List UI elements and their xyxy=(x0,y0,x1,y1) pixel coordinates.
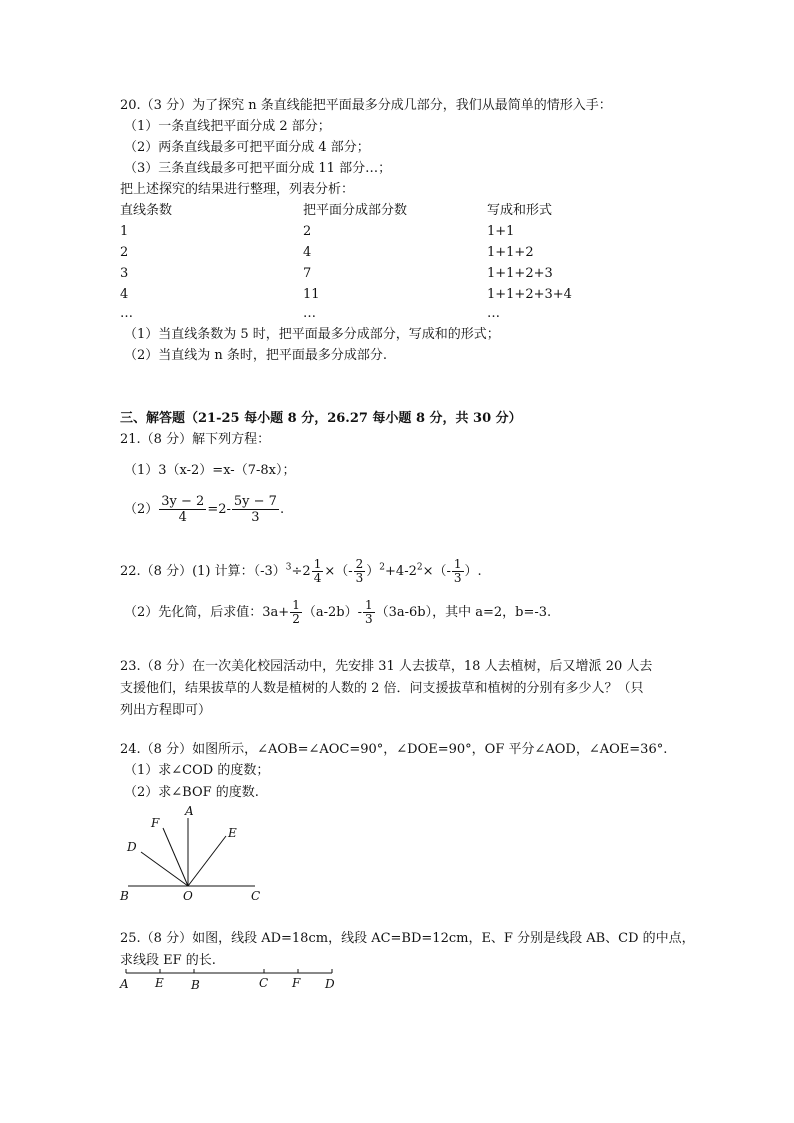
q21-stem: 21.（8 分）解下列方程： xyxy=(120,432,271,447)
section-title: 三、解答题（21-25 每小题 8 分，26.27 每小题 8 分，共 30 分） xyxy=(120,411,522,426)
table-cell: 7 xyxy=(303,266,312,281)
fraction-numerator: 3y − 2 xyxy=(161,494,205,509)
label-D: D xyxy=(127,840,137,854)
label-F: F xyxy=(292,976,301,990)
table-header-sum: 写成和形式 xyxy=(487,203,553,218)
q22-p1-text: ÷2 xyxy=(291,564,311,579)
q22-p2-text: （3a-6b），其中 a=2，b=-3. xyxy=(375,605,552,620)
ray-OE xyxy=(188,836,226,886)
table-cell: 2 xyxy=(120,245,129,260)
label-C: C xyxy=(251,889,261,903)
q22-p2-text: （a-2b）- xyxy=(302,605,362,620)
q22-p2-text: （2）先化简，后求值：3a+ xyxy=(124,605,290,620)
q20-item-3: （3）三条直线最多可把平面分成 11 部分…； xyxy=(124,161,392,176)
label-C: C xyxy=(259,976,269,990)
angle-diagram xyxy=(110,800,280,910)
q20-item-2: （2）两条直线最多可把平面分成 4 部分； xyxy=(124,140,370,155)
table-cell: 3 xyxy=(120,266,129,281)
exponent: 2 xyxy=(379,562,386,573)
fraction-denominator: 3 xyxy=(355,571,364,585)
table-cell: 1+1 xyxy=(487,224,515,239)
q22-part1 xyxy=(120,555,482,589)
fraction-denominator: 3 xyxy=(453,571,462,585)
fraction-denominator: 4 xyxy=(313,571,322,585)
label-O: O xyxy=(183,889,193,903)
q21-fraction-2 xyxy=(232,494,279,525)
q22-part2 xyxy=(124,596,551,630)
q20-stem: 20.（3 分）为了探究 n 条直线能把平面最多分成几部分，我们从最简单的情形入手： xyxy=(120,98,612,113)
fraction-numerator: 5y − 7 xyxy=(233,494,277,509)
q22-p1-text: ）. xyxy=(464,564,482,579)
table-cell: 11 xyxy=(303,287,320,302)
label-D: D xyxy=(325,977,335,991)
q21-eq2-end: . xyxy=(279,502,285,517)
table-cell: … xyxy=(303,306,316,321)
table-cell: 4 xyxy=(120,287,129,302)
label-B: B xyxy=(191,978,200,992)
table-cell: 4 xyxy=(303,245,312,260)
table-cell: 2 xyxy=(303,224,312,239)
q23-line-1: 23.（8 分）在一次美化校园活动中，先安排 31 人去拔草，18 人去植树，后又增派 20 人去 xyxy=(120,659,653,674)
q22-p1-text: ） xyxy=(366,564,380,579)
fraction xyxy=(363,599,375,626)
label-F: F xyxy=(151,816,160,830)
label-B: B xyxy=(120,889,129,903)
fraction-denominator: 2 xyxy=(292,612,300,626)
label-E: E xyxy=(228,826,237,840)
q22-p1-text: ×（- xyxy=(324,564,353,579)
fraction-numerator: 1 xyxy=(313,557,322,571)
table-cell: … xyxy=(120,306,133,321)
q23-line-2: 支援他们，结果拔草的人数是植树的人数的 2 倍．问支援拔草和植树的分别有多少人？（只 xyxy=(120,681,644,696)
fraction-denominator: 3 xyxy=(364,612,373,626)
q22-p1-text: ×（- xyxy=(422,564,451,579)
q20-question-1: （1）当直线条数为 5 时，把平面最多分成部分，写成和的形式； xyxy=(124,327,500,342)
fraction-numerator: 1 xyxy=(292,598,300,612)
segment-diagram xyxy=(114,966,344,996)
q23-line-3: 列出方程即可） xyxy=(120,703,212,718)
table-cell: 1 xyxy=(120,224,129,239)
table-cell: 1+1+2 xyxy=(487,245,534,260)
fraction xyxy=(452,558,464,585)
q22-p1-text: 22.（8 分）(1) 计算：（-3） xyxy=(120,564,286,579)
q22-p1-text: +4-2 xyxy=(385,564,417,579)
q21-eq2 xyxy=(124,492,284,528)
fraction xyxy=(290,599,302,626)
q24-stem: 24.（8 分）如图所示，∠AOB=∠AOC=90°，∠DOE=90°，OF 平分∠AOD，∠AOE=36°. xyxy=(120,742,668,757)
fraction-numerator: 1 xyxy=(364,598,373,612)
q21-eq1: （1）3（x-2）=x-（7-8x）； xyxy=(124,463,296,478)
mixed-fraction xyxy=(312,558,324,585)
fraction-numerator: 2 xyxy=(355,557,364,571)
q21-fraction-1 xyxy=(159,494,206,525)
label-A: A xyxy=(185,804,194,818)
exponent: 2 xyxy=(416,562,423,573)
q20-intro: 把上述探究的结果进行整理，列表分析： xyxy=(120,182,355,197)
table-header-lines: 直线条数 xyxy=(120,203,173,218)
q25-line-2: 求线段 EF 的长. xyxy=(120,953,216,968)
fraction-denominator: 3 xyxy=(251,510,260,525)
table-header-parts: 把平面分成部分数 xyxy=(303,203,408,218)
q24-item-1: （1）求∠COD 的度数； xyxy=(124,763,270,778)
q20-item-1: （1）一条直线把平面分成 2 部分； xyxy=(124,119,331,134)
table-cell: 1+1+2+3+4 xyxy=(487,287,572,302)
table-cell: 1+1+2+3 xyxy=(487,266,553,281)
q24-item-2: （2）求∠BOF 的度数. xyxy=(124,785,259,800)
table-cell: … xyxy=(487,306,500,321)
q21-eq2-prefix: （2） xyxy=(124,502,159,517)
q21-eq2-mid: =2- xyxy=(207,502,231,517)
label-E: E xyxy=(155,976,164,990)
fraction xyxy=(354,558,366,585)
label-A: A xyxy=(120,977,129,991)
q20-question-2: （2）当直线为 n 条时，把平面最多分成部分. xyxy=(124,348,388,363)
fraction-denominator: 4 xyxy=(178,510,187,525)
exponent: 3 xyxy=(285,562,292,573)
q25-line-1: 25.（8 分）如图，线段 AD=18cm，线段 AC=BD=12cm，E、F 分别是线段 AB、CD 的中点， xyxy=(120,931,695,946)
fraction-numerator: 1 xyxy=(453,557,462,571)
